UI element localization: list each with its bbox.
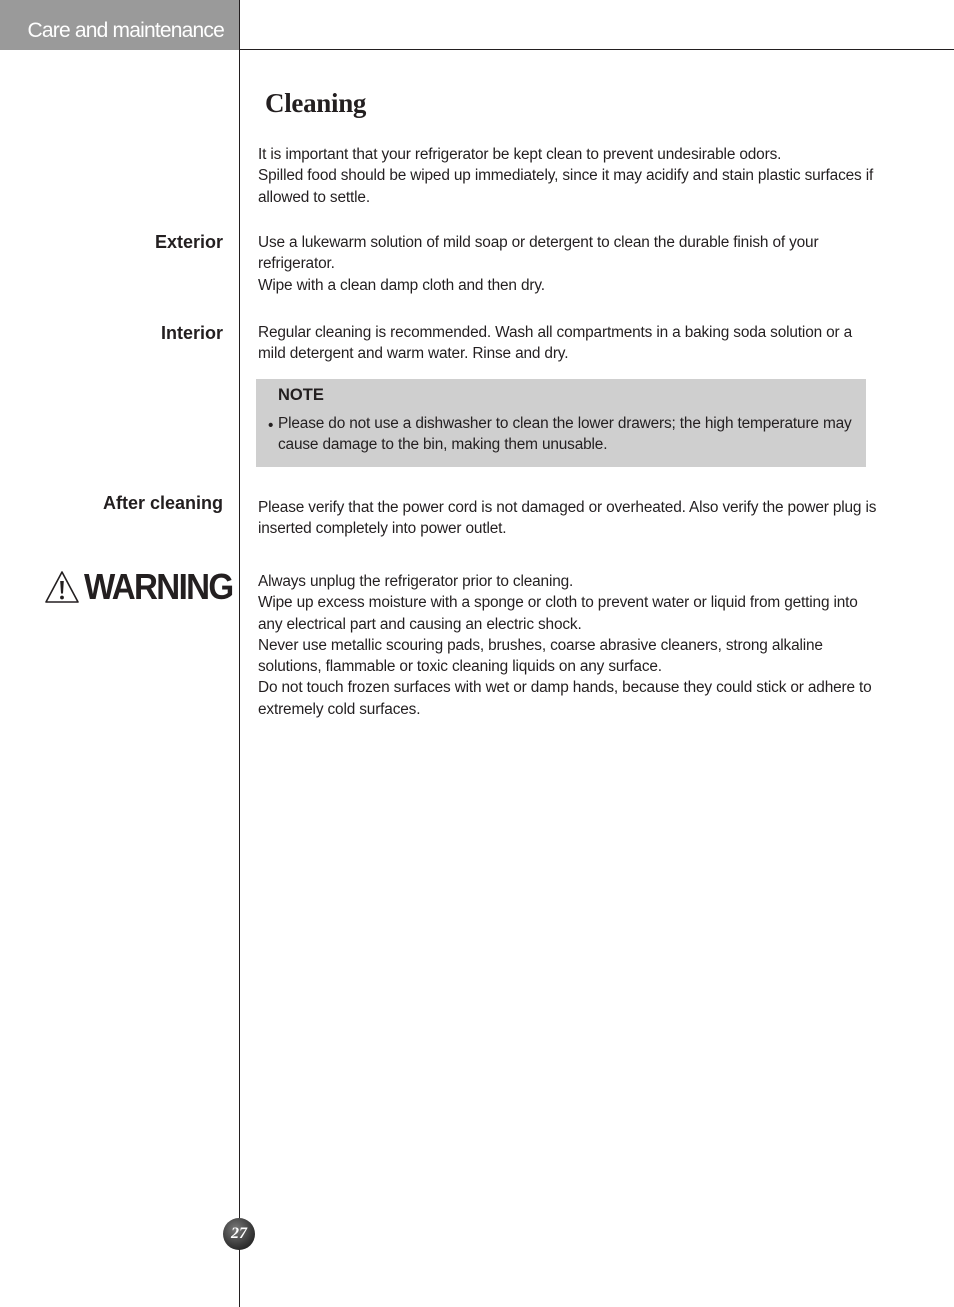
note-bullet: •	[268, 417, 274, 434]
exterior-text: Use a lukewarm solution of mild soap or detergent to clean the durable finish of your refrigerator. Wipe with a clean damp cloth and then dry.	[258, 234, 819, 294]
warning-label: WARNING	[84, 566, 233, 607]
note-title: NOTE	[278, 386, 324, 404]
after-cleaning-label: After cleaning	[102, 493, 223, 513]
section-header-tab	[0, 0, 239, 50]
warning-text: Always unplug the refrigerator prior to cleaning. Wipe up excess moisture with a sponge or cloth to prevent water or liquid from getting into any electrical part and causing an electric shock. Never use metallic scouring pads, brushes, coarse abrasive cleaners, strong alkaline solutions, flammable or toxic cleaning liquids on any surface. Do not touch frozen surfaces with wet or damp hands, because they could stick or adhere to extremely cold surfaces.	[258, 573, 872, 718]
interior-label: Interior	[160, 323, 223, 343]
header-divider	[239, 49, 954, 50]
intro-paragraph: It is important that your refrigerator be kept clean to prevent undesirable odors. Spilled food should be wiped up immediately, since it may acidify and stain plastic surfaces if allowed to settle.	[258, 146, 874, 206]
exterior-label: Exterior	[154, 232, 223, 252]
after-cleaning-text: Please verify that the power cord is not damaged or overheated. Also verify the power plug is inserted completely into power outlet.	[258, 499, 877, 538]
warning-triangle-icon	[44, 570, 80, 604]
column-divider	[239, 0, 240, 1307]
page-number-badge	[223, 1218, 255, 1250]
warning-heading	[44, 567, 245, 607]
section-title: Care and maintenance	[27, 19, 224, 42]
page-number: 27	[231, 1225, 247, 1242]
interior-text: Regular cleaning is recommended. Wash all compartments in a baking soda solution or a mild detergent and warm water. Rinse and dry.	[258, 324, 853, 363]
note-box	[256, 379, 866, 467]
page-title: Cleaning	[265, 88, 367, 118]
note-text: Please do not use a dishwasher to clean the lower drawers; the high temperature may cause damage to the bin, making them unusable.	[278, 415, 852, 453]
